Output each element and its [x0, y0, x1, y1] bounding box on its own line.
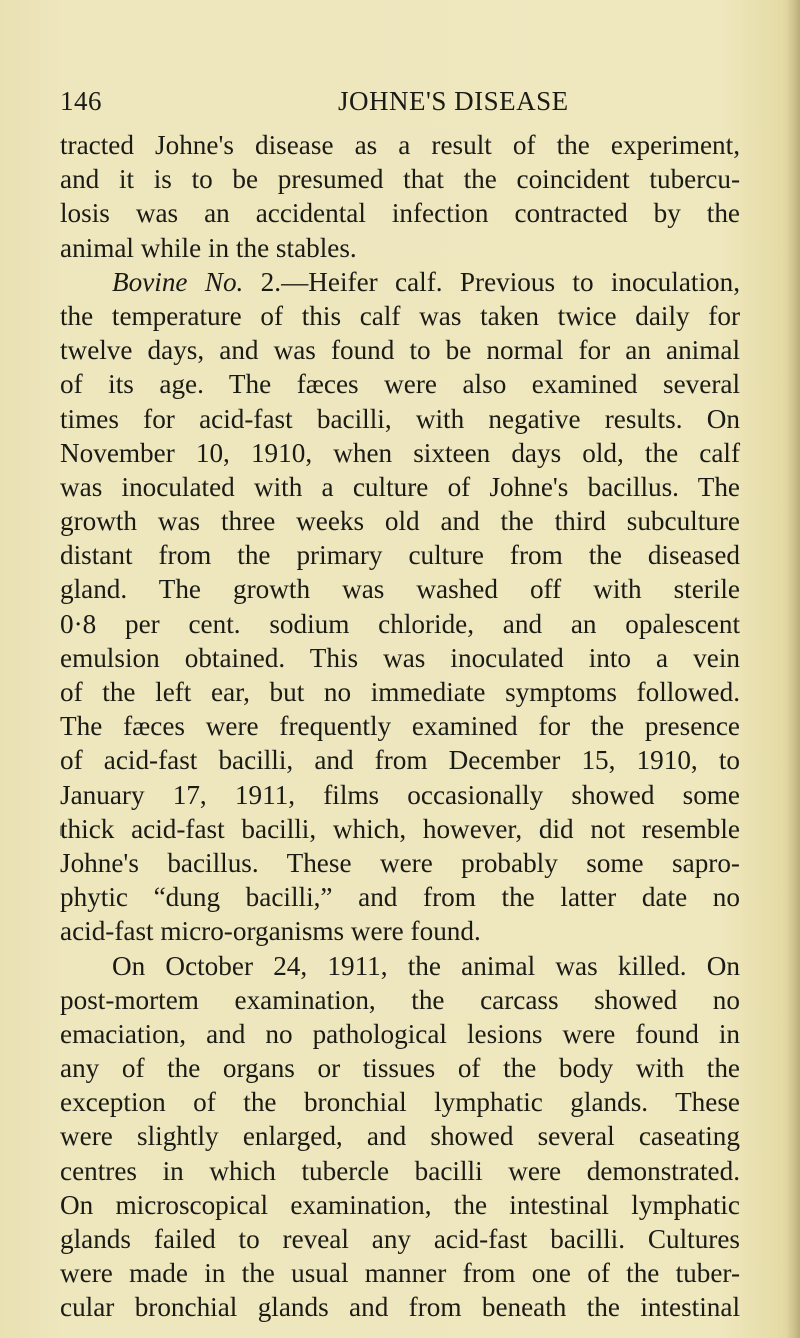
text-line: were made in the usual manner from one of the tuber- — [60, 1258, 740, 1289]
text-line: On October 24, 1911, the animal was killed. On — [112, 950, 740, 981]
text-line: twelve days, and was found to be normal for an animal — [60, 335, 740, 366]
text-line: any of the organs or tissues of the body with the — [60, 1053, 740, 1084]
text-line: of acid-fast bacilli, and from December 15, 1910, to — [60, 745, 740, 776]
text-line: Johne's bacillus. These were probably some sapro- — [60, 847, 740, 878]
text-line: The fæces were frequently examined for the presence — [60, 711, 740, 742]
text-line: gland. The growth was washed off with sterile — [60, 574, 740, 605]
text-line: the temperature of this calf was taken twice daily for — [60, 300, 740, 331]
text-line: losis was an accidental infection contracted by the — [60, 198, 740, 229]
text-line: of the left ear, but no immediate symptoms followed. — [60, 677, 740, 707]
text-line: emulsion obtained. This was inoculated into a vein — [60, 642, 740, 673]
paragraph-heading-line — [60, 265, 740, 299]
text-line: exception of the bronchial lymphatic glands. These — [60, 1087, 740, 1118]
case-label: Bovine No. — [112, 266, 244, 297]
text-run: 2.—Heifer calf. Previous to inoculation, — [243, 266, 740, 297]
text-line: thick acid-fast bacilli, which, however, did not resemble — [60, 813, 740, 844]
text-line: growth was three weeks old and the third subculture — [60, 506, 740, 537]
text-line: On microscopical examination, the intestinal lymphatic — [60, 1189, 740, 1220]
text-line: emaciation, and no pathological lesions were found in — [60, 1018, 740, 1049]
text-line: of its age. The fæces were also examined several — [60, 369, 740, 400]
text-line: distant from the primary culture from the diseased — [60, 540, 740, 571]
text-line: phytic “dung bacilli,” and from the latter date no — [60, 882, 740, 913]
text-line: were slightly enlarged, and showed several caseating — [60, 1121, 740, 1152]
text-line: times for acid-fast bacilli, with negative results. On — [60, 403, 740, 434]
text-line: and it is to be presumed that the coincident tubercu- — [60, 164, 740, 195]
page-number: 146 — [60, 86, 102, 116]
body-text — [60, 128, 740, 1325]
text-line: post-mortem examination, the carcass showed no — [60, 984, 740, 1015]
text-line: was inoculated with a culture of Johne's bacillus. The — [60, 471, 740, 502]
text-line: acid-fast micro-organisms were found. — [60, 916, 481, 947]
page-edge-shadow — [786, 0, 800, 1338]
page-header — [60, 86, 740, 126]
text-line: animal while in the stables. — [60, 232, 357, 263]
text-line: centres in which tubercle bacilli were demonstrated. — [60, 1155, 740, 1186]
text-line: cular bronchial glands and from beneath the intestinal — [60, 1292, 740, 1323]
running-head: JOHNE'S DISEASE — [338, 86, 569, 116]
text-line: January 17, 1911, films occasionally showed some — [60, 779, 740, 810]
text-line: glands failed to reveal any acid-fast bacilli. Cultures — [60, 1224, 740, 1254]
text-line: tracted Johne's disease as a result of the experiment, — [60, 130, 740, 160]
text-line: November 10, 1910, when sixteen days old, the calf — [60, 437, 740, 468]
text-line: 0·8 per cent. sodium chloride, and an opalescent — [60, 608, 740, 639]
